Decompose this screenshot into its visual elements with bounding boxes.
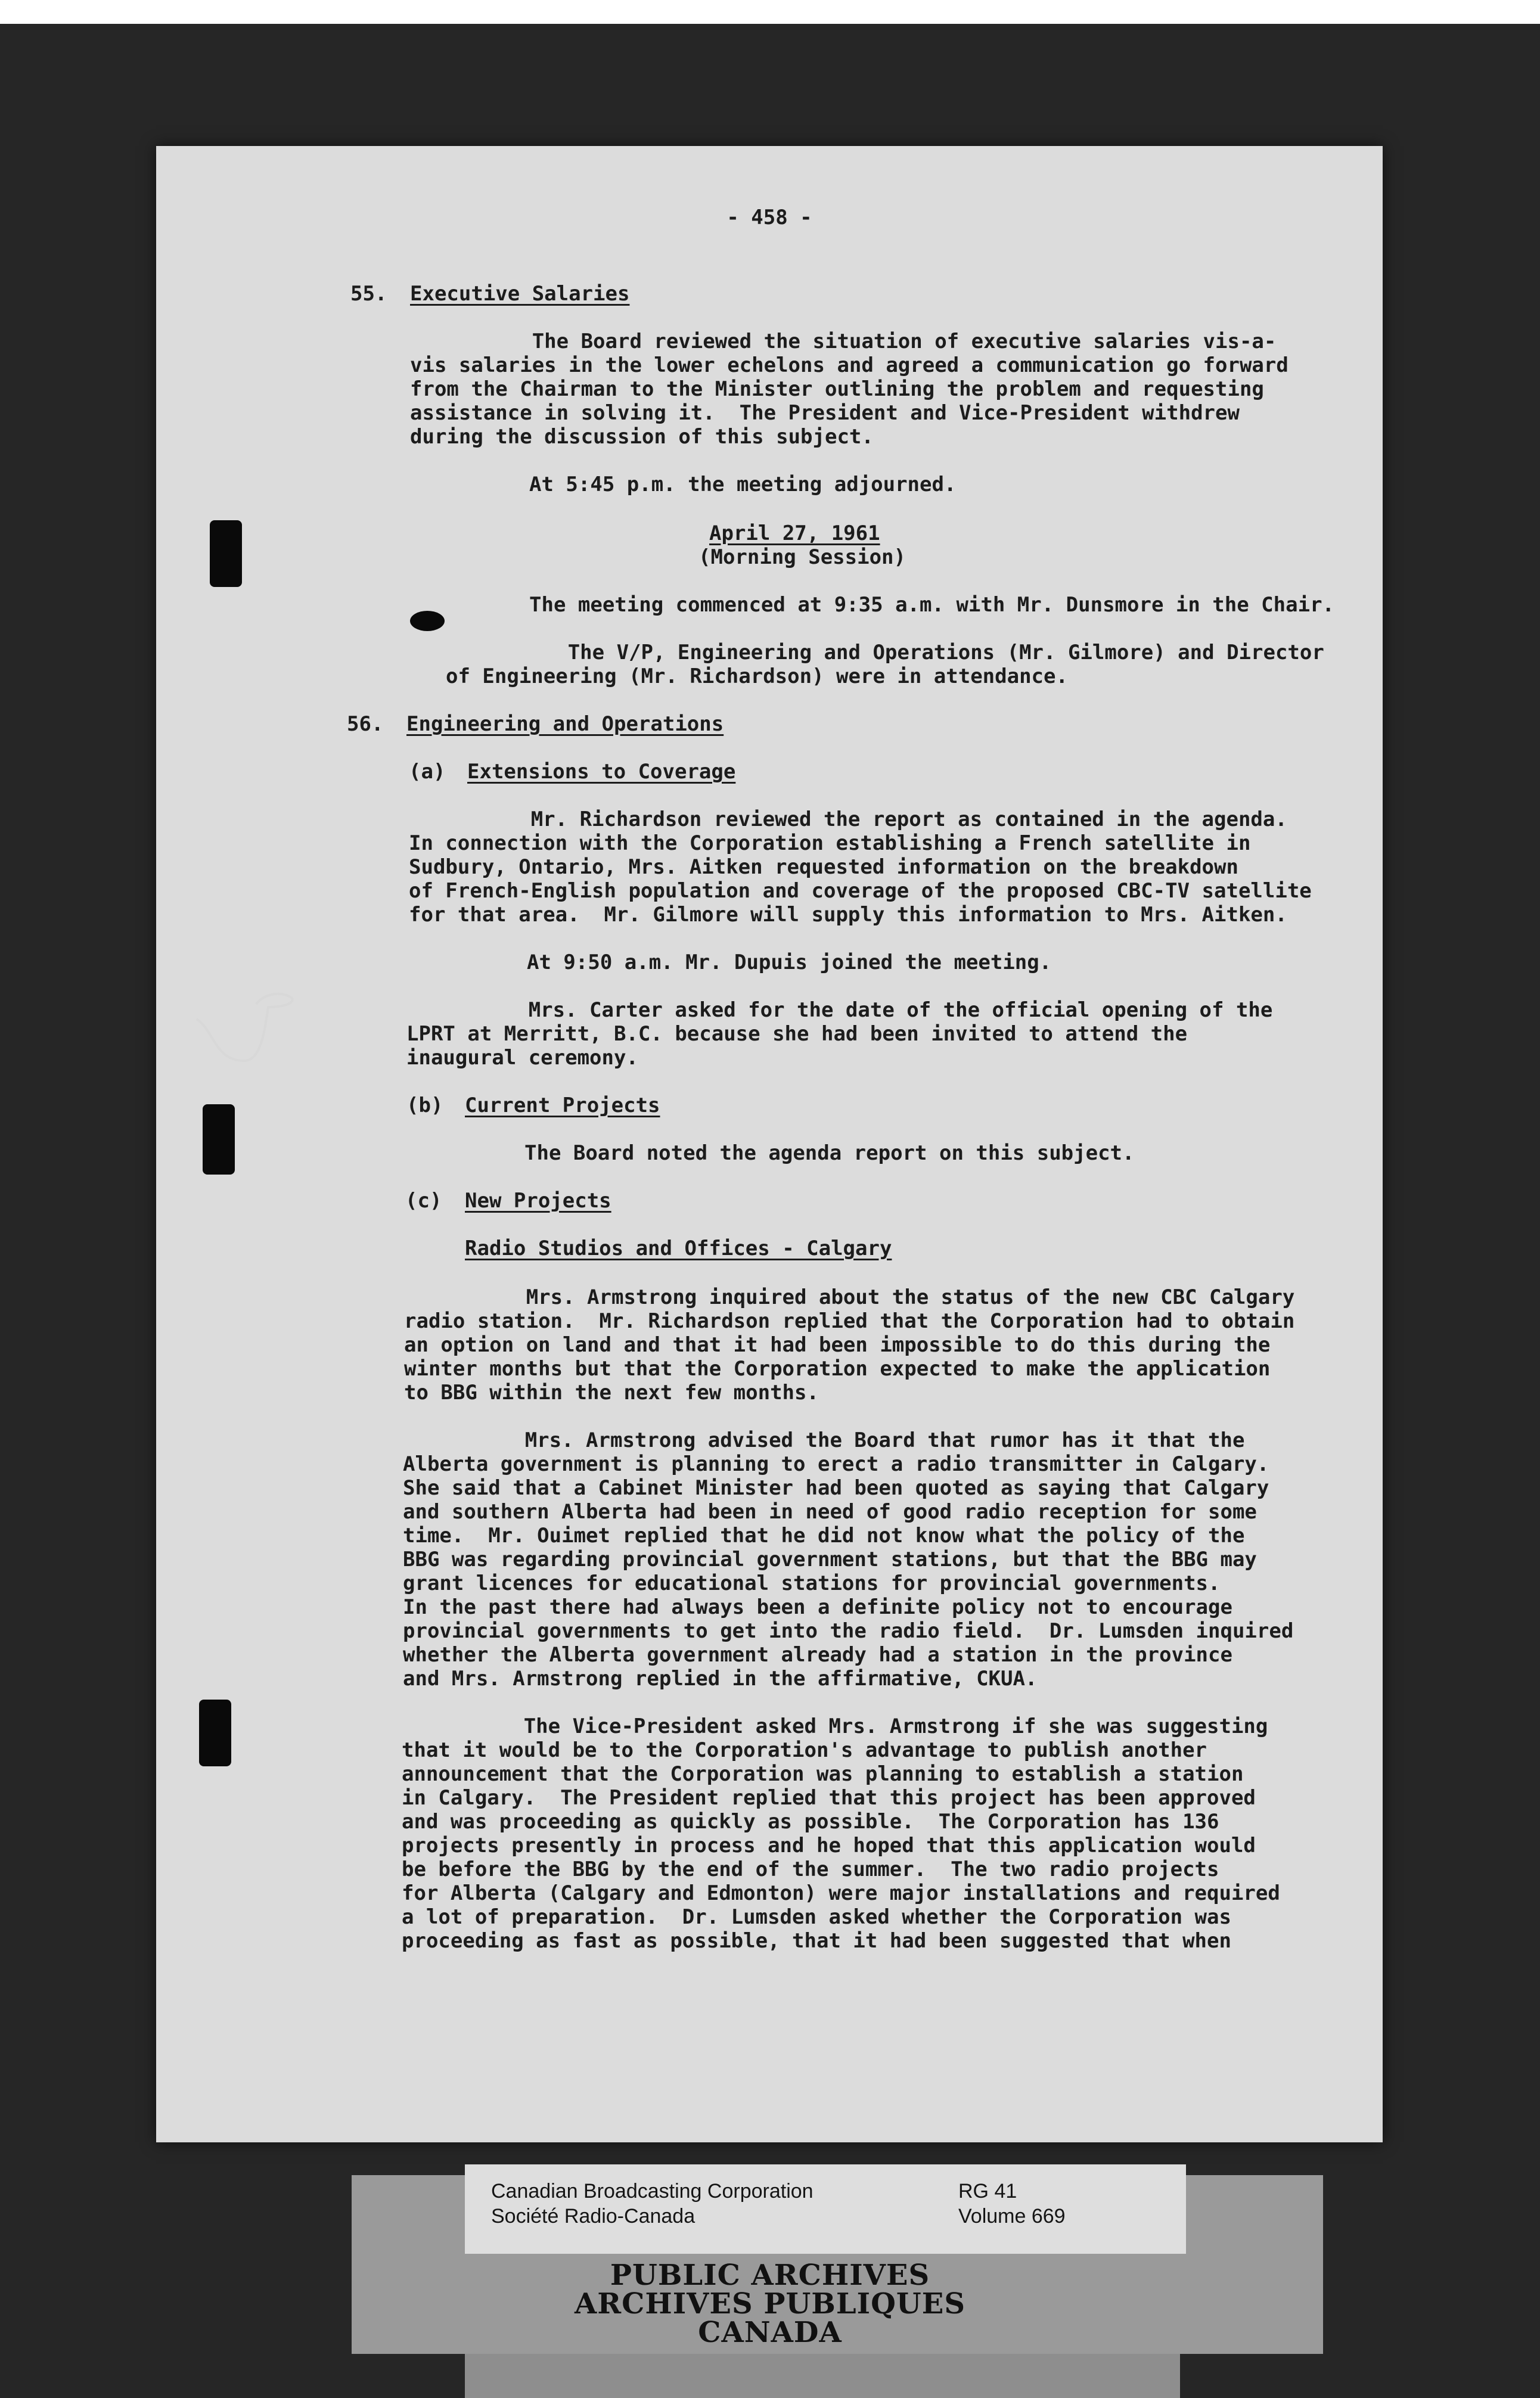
section-55-para-line-2: vis salaries in the lower echelons and agreed a communication go forward — [410, 353, 1288, 377]
session-subtitle: (Morning Session) — [698, 545, 906, 569]
calgary-para2-line-5: time. Mr. Ouimet replied that he did not know what the policy of the — [403, 1524, 1245, 1548]
handwritten-check-mark — [191, 983, 304, 1073]
calgary-para3-line-7: be before the BBG by the end of the summer. The two radio projects — [402, 1857, 1219, 1881]
binder-tab-mark — [203, 1104, 235, 1175]
calgary-para1-line-4: winter months but that the Corporation expected to make the application — [404, 1357, 1271, 1381]
calgary-para3-line-8: for Alberta (Calgary and Edmonton) were major installations and required — [402, 1881, 1280, 1905]
subsection-a-para-line-3: Sudbury, Ontario, Mrs. Aitken requested information on the breakdown — [409, 855, 1238, 879]
archive-label-strip — [465, 2354, 1180, 2398]
attendance-line-1: The V/P, Engineering and Operations (Mr. Gilmore) and Director — [446, 641, 1324, 664]
calgary-para1-line-3: an option on land and that it had been impossible to do this during the — [404, 1333, 1271, 1357]
dupuis-joined: At 9:50 a.m. Mr. Dupuis joined the meeting. — [527, 950, 1052, 974]
calgary-para2-line-3: She said that a Cabinet Minister had been quoted as saying that Calgary — [403, 1476, 1269, 1500]
calgary-para3-line-3: announcement that the Corporation was planning to establish a station — [402, 1762, 1244, 1786]
calgary-para3-line-1: The Vice-President asked Mrs. Armstrong if she was suggesting — [402, 1714, 1268, 1738]
calgary-para2-line-11: and Mrs. Armstrong replied in the affirmative, CKUA. — [403, 1667, 1038, 1691]
ink-blot-mark — [410, 611, 445, 631]
calgary-para2-line-6: BBG was regarding provincial government stations, but that the BBG may — [403, 1548, 1257, 1571]
subsection-c-subtitle: Radio Studios and Offices - Calgary — [465, 1237, 892, 1260]
subsection-c-title: New Projects — [465, 1189, 611, 1213]
calgary-para3-line-10: proceeding as fast as possible, that it had been suggested that when — [402, 1929, 1231, 1953]
calgary-para2-line-1: Mrs. Armstrong advised the Board that rumor has it that the — [403, 1428, 1245, 1452]
page-number: - 458 - — [726, 206, 812, 229]
subsection-c-marker: (c) — [405, 1189, 442, 1213]
adjourned-text: At 5:45 p.m. the meeting adjourned. — [529, 473, 957, 496]
archive-stamp-line-3: CANADA — [698, 2316, 842, 2349]
calgary-para1-line-2: radio station. Mr. Richardson replied that the Corporation had to obtain — [404, 1309, 1295, 1333]
archive-label-card — [465, 2164, 1186, 2254]
calgary-para2-line-9: provincial governments to get into the radio field. Dr. Lumsden inquired — [403, 1619, 1294, 1643]
archive-stamp-line-1: PUBLIC ARCHIVES — [610, 2259, 930, 2292]
calgary-para1-line-1: Mrs. Armstrong inquired about the status of the new CBC Calgary — [404, 1285, 1295, 1309]
session-date: April 27, 1961 — [709, 521, 880, 545]
carter-line-3: inaugural ceremony. — [406, 1046, 638, 1070]
calgary-para3-line-5: and was proceeding as quickly as possible. The Corporation has 136 — [402, 1810, 1219, 1834]
calgary-para3-line-2: that it would be to the Corporation's advantage to publish another — [402, 1738, 1207, 1762]
calgary-para2-line-7: grant licences for educational stations for provincial governments. — [403, 1571, 1221, 1595]
carter-line-2: LPRT at Merritt, B.C. because she had been invited to attend the — [406, 1022, 1188, 1046]
calgary-para3-line-9: a lot of preparation. Dr. Lumsden asked whether the Corporation was — [402, 1905, 1231, 1929]
subsection-a-para-line-1: Mr. Richardson reviewed the report as contained in the agenda. — [409, 807, 1287, 831]
carter-line-1: Mrs. Carter asked for the date of the official opening of the — [406, 998, 1273, 1022]
section-55-para-line-1: The Board reviewed the situation of executive salaries vis-a- — [410, 330, 1277, 353]
archive-stamp-line-2: ARCHIVES PUBLIQUES — [575, 2287, 965, 2321]
subsection-b-title: Current Projects — [465, 1094, 660, 1117]
calgary-para2-line-2: Alberta government is planning to erect a radio transmitter in Calgary. — [403, 1452, 1269, 1476]
subsection-b-para: The Board noted the agenda report on this subject. — [524, 1141, 1135, 1165]
subsection-a-para-line-2: In connection with the Corporation establishing a French satellite in — [409, 831, 1251, 855]
binder-tab-mark — [210, 520, 242, 587]
subsection-a-marker: (a) — [409, 760, 446, 784]
volume-number: Volume 669 — [958, 2205, 1066, 2228]
document-page — [156, 146, 1383, 2142]
section-55-para-line-5: during the discussion of this subject. — [410, 425, 874, 449]
calgary-para2-line-4: and southern Alberta had been in need of good radio reception for some — [403, 1500, 1257, 1524]
section-55-para-line-3: from the Chairman to the Minister outlining the problem and requesting — [410, 377, 1264, 401]
section-55-number: 55. — [350, 282, 387, 306]
section-55-para-line-4: assistance in solving it. The President and Vice-President withdrew — [410, 401, 1240, 425]
section-56-number: 56. — [347, 712, 384, 736]
section-56-title: Engineering and Operations — [406, 712, 724, 736]
calgary-para3-line-6: projects presently in process and he hoped that this application would — [402, 1834, 1256, 1857]
calgary-para2-line-8: In the past there had always been a definite policy not to encourage — [403, 1595, 1232, 1619]
org-name-english: Canadian Broadcasting Corporation — [491, 2180, 814, 2203]
subsection-a-para-line-4: of French-English population and coverage of the proposed CBC-TV satellite — [409, 879, 1312, 903]
calgary-para3-line-4: in Calgary. The President replied that this project has been approved — [402, 1786, 1256, 1810]
section-55-title: Executive Salaries — [410, 282, 630, 306]
meeting-commenced: The meeting commenced at 9:35 a.m. with Mr. Dunsmore in the Chair. — [529, 593, 1335, 617]
calgary-para1-line-5: to BBG within the next few months. — [404, 1381, 819, 1405]
org-name-french: Société Radio-Canada — [491, 2205, 696, 2228]
calgary-para2-line-10: whether the Alberta government already had a station in the province — [403, 1643, 1232, 1667]
binder-tab-mark — [199, 1700, 231, 1766]
subsection-b-marker: (b) — [406, 1094, 443, 1117]
record-group: RG 41 — [958, 2180, 1017, 2203]
subsection-a-para-line-5: for that area. Mr. Gilmore will supply this information to Mrs. Aitken. — [409, 903, 1287, 927]
attendance-line-2: of Engineering (Mr. Richardson) were in attendance. — [446, 664, 1068, 688]
subsection-a-title: Extensions to Coverage — [467, 760, 736, 784]
